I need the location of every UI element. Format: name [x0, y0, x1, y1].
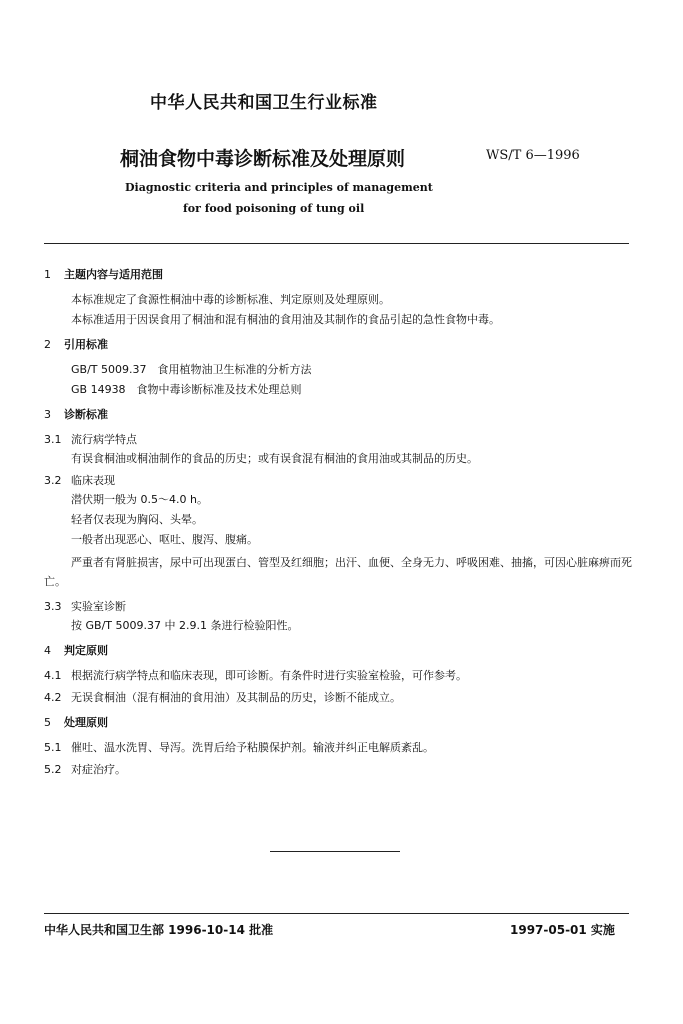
end-divider	[270, 851, 400, 852]
document-title: 桐油食物中毒诊断标准及处理原则	[120, 148, 406, 170]
section-title: 主题内容与适用范围	[64, 268, 163, 281]
approval-line: 中华人民共和国卫生部 1996-10-14 批准	[44, 923, 274, 937]
section-heading-5	[44, 716, 632, 729]
subsection-number: 3.1	[44, 433, 62, 446]
reference-item: GB 14938 食物中毒诊断标准及技术处理总则	[71, 383, 302, 396]
clause	[44, 763, 632, 776]
standard-code: WS/T 6—1996	[486, 148, 580, 163]
clause	[44, 669, 632, 682]
english-title-line2: for food poisoning of tung oil	[183, 202, 365, 215]
subsection-title: 流行病学特点	[71, 433, 137, 446]
paragraph: 轻者仅表现为胸闷、头晕。	[71, 513, 203, 526]
clause-text: 无误食桐油（混有桐油的食用油）及其制品的历史，诊断不能成立。	[71, 691, 401, 704]
section-number: 4	[44, 644, 51, 657]
section-title: 诊断标准	[64, 408, 108, 421]
footer-divider	[44, 913, 629, 914]
clause-text: 根据流行病学特点和临床表现，即可诊断。有条件时进行实验室检验，可作参考。	[71, 669, 467, 682]
issuer-heading: 中华人民共和国卫生行业标准	[150, 93, 378, 113]
paragraph: 有误食桐油或桐油制作的食品的历史；或有误食混有桐油的食用油或其制品的历史。	[71, 452, 478, 465]
clause	[44, 741, 632, 754]
section-number: 2	[44, 338, 51, 351]
clause	[44, 691, 632, 704]
section-title: 判定原则	[64, 644, 108, 657]
paragraph: 本标准适用于因误食用了桐油和混有桐油的食用油及其制作的食品引起的急性食物中毒。	[71, 313, 500, 326]
section-title: 引用标准	[64, 338, 108, 351]
clause-text: 催吐、温水洗胃、导泻。洗胃后给予粘膜保护剂。输液并纠正电解质紊乱。	[71, 741, 434, 754]
effective-date: 1997-05-01 实施	[510, 923, 615, 937]
subsection-title: 实验室诊断	[71, 600, 126, 613]
subsection-number: 3.3	[44, 600, 62, 613]
section-number: 3	[44, 408, 51, 421]
section-number: 1	[44, 268, 51, 281]
english-title-line1: Diagnostic criteria and principles of management	[125, 181, 433, 194]
section-heading-2	[44, 338, 632, 351]
header-divider	[44, 243, 629, 244]
clause-text: 对症治疗。	[71, 763, 126, 776]
clause-number: 5.1	[44, 741, 62, 754]
paragraph: 严重者有肾脏损害，尿中可出现蛋白、管型及红细胞；出汗、血便、全身无力、呼吸困难、抽搐，可因心脏麻痹而死亡。	[44, 556, 632, 588]
section-heading-3	[44, 408, 632, 421]
clause-number: 4.1	[44, 669, 62, 682]
subsection-number: 3.2	[44, 474, 62, 487]
section-number: 5	[44, 716, 51, 729]
reference-item: GB/T 5009.37 食用植物油卫生标准的分析方法	[71, 363, 312, 376]
subsection-title: 临床表现	[71, 474, 115, 487]
subsection-heading	[44, 474, 632, 487]
paragraph: 按 GB/T 5009.37 中 2.9.1 条进行检验阳性。	[71, 619, 299, 632]
subsection-heading	[44, 433, 632, 446]
clause-number: 5.2	[44, 763, 62, 776]
subsection-heading	[44, 600, 632, 613]
paragraph: 本标准规定了食源性桐油中毒的诊断标准、判定原则及处理原则。	[71, 293, 390, 306]
clause-number: 4.2	[44, 691, 62, 704]
section-heading-1	[44, 268, 632, 281]
section-title: 处理原则	[64, 716, 108, 729]
paragraph: 潜伏期一般为 0.5～4.0 h。	[71, 493, 208, 506]
section-heading-4	[44, 644, 632, 657]
paragraph: 一般者出现恶心、呕吐、腹泻、腹痛。	[71, 533, 258, 546]
document-body	[44, 268, 632, 782]
